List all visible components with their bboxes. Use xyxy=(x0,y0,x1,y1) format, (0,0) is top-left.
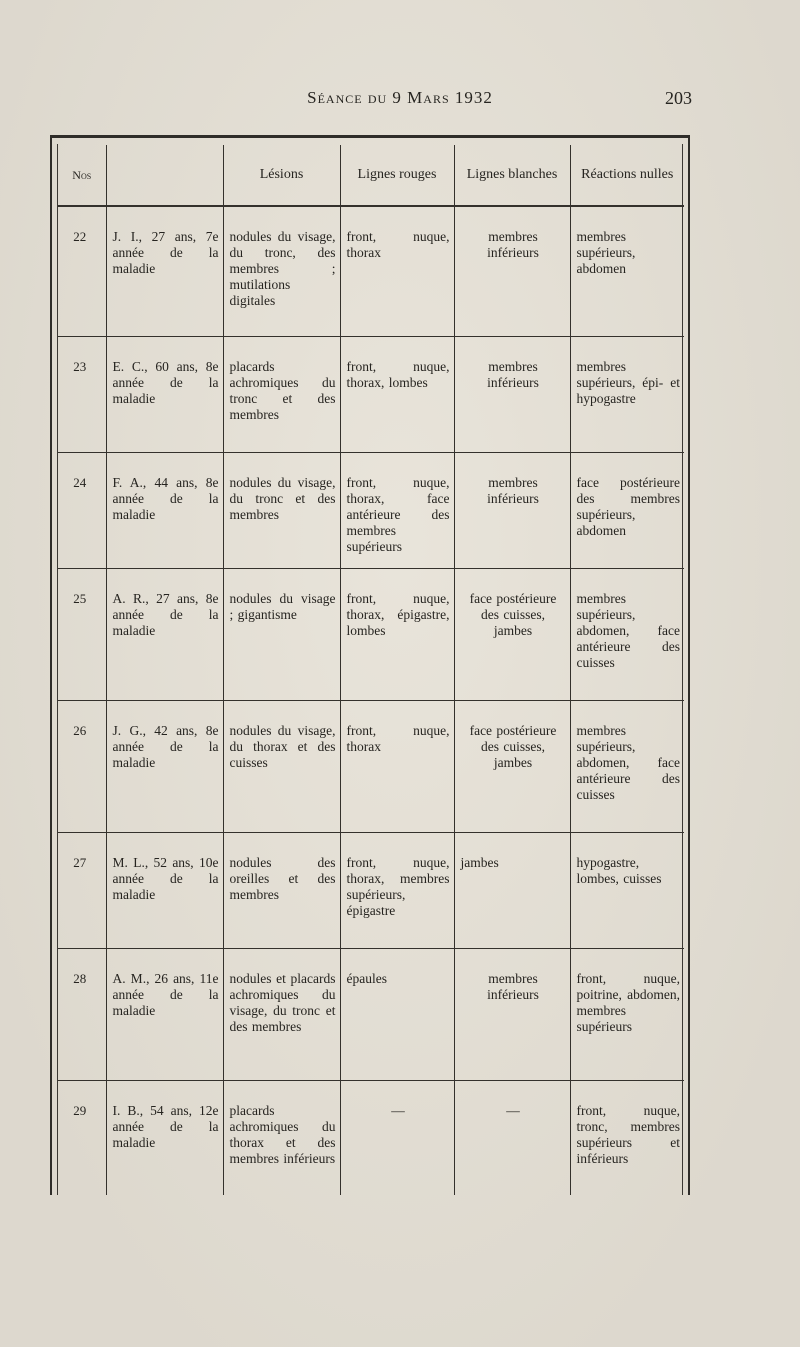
table-row xyxy=(58,948,684,1080)
column-header-num: Nos xyxy=(58,145,106,206)
table-row xyxy=(58,206,684,336)
reactions-nulles-cell: membres supérieurs, abdomen, face antérieure des cuisses xyxy=(576,590,680,670)
table-frame xyxy=(50,135,690,1195)
row-number: 27 xyxy=(58,832,106,948)
lesions-cell: nodules du visage, du thorax et des cuisses xyxy=(229,722,336,770)
column-header-lignes-rouges: Lignes rouges xyxy=(340,145,454,206)
row-number: 22 xyxy=(58,206,106,336)
patient-cell: J. G., 42 ans, 8e année de la maladie xyxy=(112,722,219,770)
patient-cell: E. C., 60 ans, 8e année de la maladie xyxy=(112,358,219,406)
row-number: 23 xyxy=(58,336,106,452)
table-row xyxy=(58,568,684,700)
reactions-nulles-cell: front, nuque, poitrine, abdomen, membres supérieurs xyxy=(576,970,680,1034)
column-header-patient xyxy=(106,145,223,206)
reactions-nulles-cell: membres supérieurs, épi- et hypogastre xyxy=(576,358,680,406)
lesions-cell: nodules du visage ; gigantisme xyxy=(229,590,336,622)
row-number: 29 xyxy=(58,1080,106,1195)
lesions-cell: placards achromiques du thorax et des membres inférieurs xyxy=(229,1102,336,1166)
lignes-rouges-cell: — xyxy=(391,1102,405,1118)
lignes-blanches-cell: face postérieure des cuisses, jambes xyxy=(469,590,557,638)
lignes-rouges-cell: épaules xyxy=(346,970,387,986)
row-number: 26 xyxy=(58,700,106,832)
lignes-blanches-cell: membres inférieurs xyxy=(487,229,539,260)
reactions-nulles-cell: membres supérieurs, abdomen xyxy=(576,229,636,276)
lignes-rouges-cell: front, nuque, thorax xyxy=(346,722,450,754)
row-number: 28 xyxy=(58,948,106,1080)
table-row xyxy=(58,700,684,832)
lignes-blanches-cell: face postérieure des cuisses, jambes xyxy=(469,722,557,770)
column-header-lesions: Lésions xyxy=(223,145,340,206)
lignes-rouges-cell: front, nuque, thorax, lombes xyxy=(346,358,450,390)
lignes-blanches-cell: jambes xyxy=(460,854,499,870)
running-title: Séance du 9 Mars 1932 xyxy=(307,88,493,107)
row-number: 25 xyxy=(58,568,106,700)
patient-cell: I. B., 54 ans, 12e année de la maladie xyxy=(112,1102,219,1150)
reactions-nulles-cell: face postérieure des membres supérieurs, abdomen xyxy=(576,474,680,538)
reactions-nulles-cell: hypogastre, lombes, cuisses xyxy=(576,854,662,886)
lignes-rouges-cell: front, nuque, thorax, épigastre, lombes xyxy=(346,590,450,638)
lignes-blanches-cell: membres inférieurs xyxy=(487,970,539,1002)
table-row xyxy=(58,1080,684,1195)
patient-cell: M. L., 52 ans, 10e année de la maladie xyxy=(112,854,219,902)
row-number: 24 xyxy=(58,452,106,568)
running-head xyxy=(0,88,800,112)
patient-cell: J. I., 27 ans, 7e année de la maladie xyxy=(112,229,219,276)
lignes-blanches-cell: — xyxy=(506,1102,520,1118)
lesions-cell: nodules et placards achromiques du visage, du tronc et des membres xyxy=(229,970,336,1034)
lignes-rouges-cell: front, nuque, thorax xyxy=(346,229,450,260)
page-number: 203 xyxy=(665,88,692,108)
patient-cell: A. M., 26 ans, 11e année de la maladie xyxy=(112,970,219,1018)
table-header-row xyxy=(58,145,684,206)
lesions-cell: nodules du visage, du tronc et des membres xyxy=(229,474,336,522)
column-header-reactions-nulles: Réactions nulles xyxy=(570,145,684,206)
data-table xyxy=(58,145,684,1195)
reactions-nulles-cell: front, nuque, tronc, membres supérieurs et inférieurs xyxy=(576,1102,680,1166)
lignes-blanches-cell: membres inférieurs xyxy=(487,474,539,506)
lignes-blanches-cell: membres inférieurs xyxy=(487,358,539,390)
column-header-lignes-blanches: Lignes blanches xyxy=(454,145,570,206)
table-row xyxy=(58,452,684,568)
table-row xyxy=(58,336,684,452)
patient-cell: A. R., 27 ans, 8e année de la maladie xyxy=(112,590,219,638)
lesions-cell: nodules des oreilles et des membres xyxy=(229,854,336,902)
reactions-nulles-cell: membres supérieurs, abdomen, face antérieure des cuisses xyxy=(576,722,680,802)
lignes-rouges-cell: front, nuque, thorax, membres supérieurs, épigastre xyxy=(346,854,450,918)
lignes-rouges-cell: front, nuque, thorax, face antérieure des membres supérieurs xyxy=(346,474,450,554)
lesions-cell: placards achromiques du tronc et des membres xyxy=(229,358,336,422)
patient-cell: F. A., 44 ans, 8e année de la maladie xyxy=(112,474,219,522)
lesions-cell: nodules du visage, du tronc, des membres ; mutilations digitales xyxy=(229,229,336,308)
table-row xyxy=(58,832,684,948)
